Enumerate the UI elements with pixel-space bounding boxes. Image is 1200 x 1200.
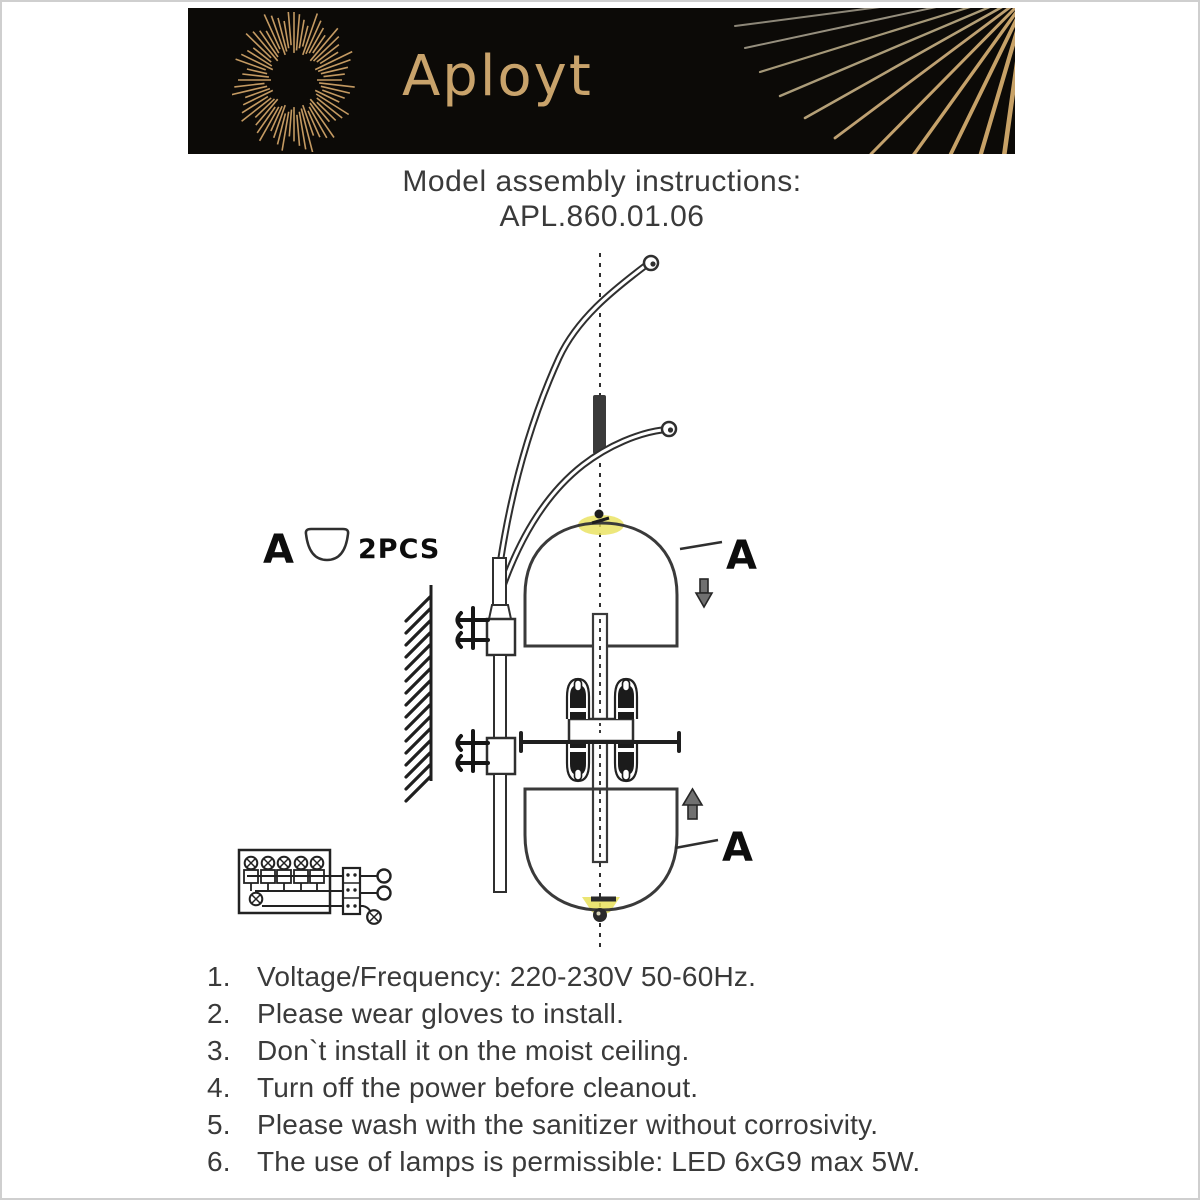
parts-legend — [263, 527, 440, 573]
instruction-text: Turn off the power before cleanout. — [257, 1072, 699, 1103]
instruction-text: The use of lamps is permissible: LED 6xG9 max 5W. — [257, 1146, 921, 1177]
slide-down-arrow-icon — [696, 579, 712, 607]
brand-name: Aployt — [402, 44, 593, 109]
instruction-text: Please wear gloves to install. — [257, 998, 625, 1029]
legend-part-label: A — [263, 527, 294, 573]
page-title: Model assembly instructions: — [402, 165, 802, 198]
instruction-number: 2. — [207, 998, 231, 1029]
instruction-number: 6. — [207, 1146, 231, 1177]
clamp-screw-icons — [458, 608, 489, 771]
instruction-item — [207, 1032, 1107, 1069]
instruction-number: 4. — [207, 1072, 231, 1103]
top-callout-label: A — [726, 533, 757, 579]
mounting-stud — [593, 395, 606, 454]
instruction-text: Don`t install it on the moist ceiling. — [257, 1035, 690, 1066]
instruction-item — [207, 958, 1107, 995]
instruction-number: 5. — [207, 1109, 231, 1140]
wall-hatching — [406, 585, 431, 801]
top-callout-line — [680, 542, 722, 549]
legend-quantity: 2PCS — [358, 534, 441, 565]
instruction-number: 3. — [207, 1035, 231, 1066]
bottom-callout-label: A — [722, 825, 753, 871]
instruction-item — [207, 995, 1107, 1032]
wall-rod — [487, 558, 515, 892]
dome-shade-icon — [306, 529, 348, 560]
instruction-item — [207, 1069, 1107, 1106]
bottom-callout-line — [675, 840, 718, 848]
instruction-item — [207, 1106, 1107, 1143]
instruction-number: 1. — [207, 961, 231, 992]
instruction-text: Voltage/Frequency: 220-230V 50-60Hz. — [257, 961, 757, 992]
instruction-text: Please wash with the sanitizer without corrosivity. — [257, 1109, 879, 1140]
instruction-item — [207, 1143, 1107, 1180]
model-number: APL.860.01.06 — [499, 200, 705, 233]
instructions-list — [207, 958, 1107, 1180]
terminal-block-diagram — [239, 850, 391, 924]
slide-up-arrow-icon — [683, 789, 702, 819]
